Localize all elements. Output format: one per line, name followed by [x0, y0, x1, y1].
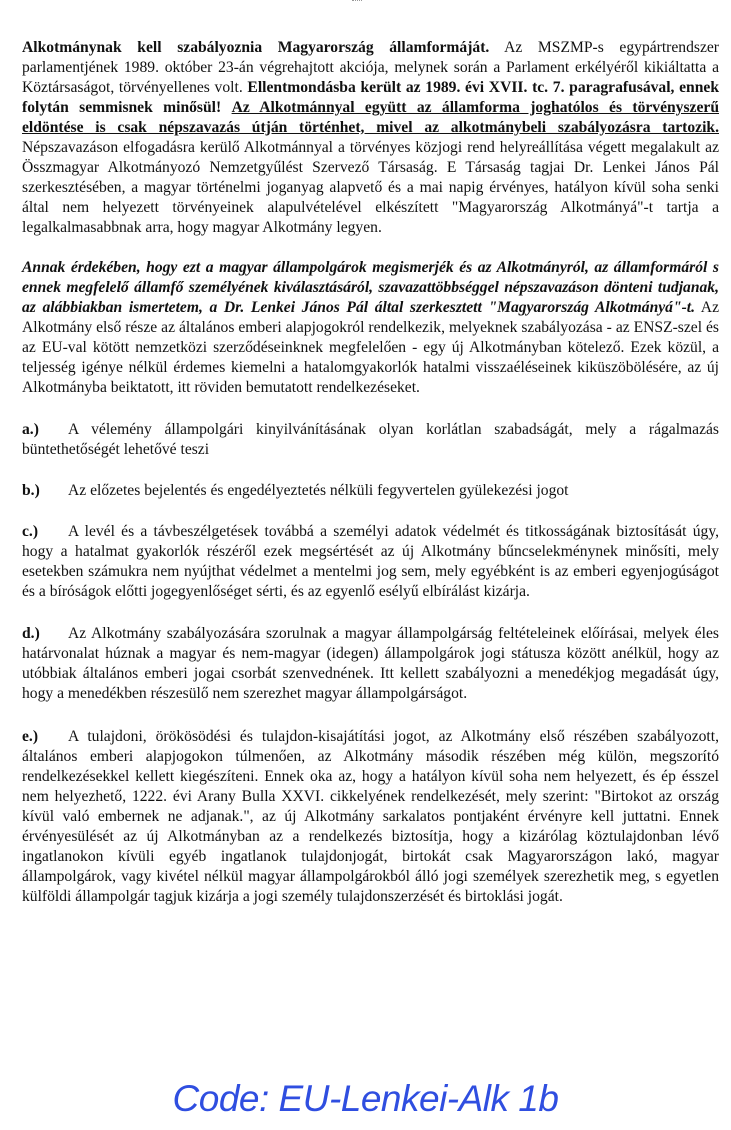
- list-item-letter: b.): [22, 482, 40, 499]
- list-item-text: A levél és a távbeszélgetések továbbá a személyi adatok védelmét és titkosságának biztosítását úgy, hogy a hatalmat gyakorlók részéről ezek megsértését az új Alkotmány bűncselekménynek minősíti, mely esetekben számukra nem nyújthat védelmet a mentelmi jog sem, mely egyébként is az emberi egyenjogúságot és a bíróságok előtti jogegyenlőséget sérti, és az egyenlő esélyű elbírálást kizárja.: [22, 523, 719, 600]
- paragraph-1-text-b: [221, 99, 231, 116]
- document-code-label: Code: EU-Lenkei-Alk 1b: [172, 1078, 559, 1119]
- list-item-letter: d.): [22, 625, 40, 642]
- paragraph-1-bold-lead: Alkotmánynak kell szabályoznia Magyarország államformáját.: [22, 39, 490, 56]
- list-item-b: [22, 481, 719, 501]
- paragraph-2-text: Az Alkotmány első része az általános emberi alapjogokról rendelkezik, melyeknek szabályozása - az ENSZ-szel és az EU-val kötött nemzetközi szerződéseinknek megfelelően - egy új Alkotmányban kötelező. Ezek közül, a teljesség igénye nélkül érdemes kiemelni a hatalomgyakorlók hatalmi visszaéléseinek kiküszöbölésére, az új Alkotmányba beiktatott, itt röviden bemutatott rendelkezéseket.: [22, 299, 719, 396]
- paragraph-1-text-a: Az MSZMP-s egypártrendszer parlamentjének 1989. október 23-án végrehajtott akciója, melynek során a Parlament erkélyéről kikiáltatta a Köztársaságot, törvényellenes volt.: [22, 39, 719, 96]
- document-body: [22, 38, 719, 928]
- paragraph-1-underlined: Az Alkotmánnyal együtt az államforma joghatólos és törvényszerű eldöntése is csak népszavazás útján történhet, mivel az alkotmánybeli szabályozásra tartozik.: [22, 99, 719, 136]
- list-item-text: Az előzetes bejelentés és engedélyeztetés nélküli fegyvertelen gyülekezési jogot: [68, 482, 569, 499]
- paragraph-1: [22, 38, 719, 238]
- paragraph-2: [22, 258, 719, 398]
- list-item-text: A vélemény állampolgári kinyilvánításának olyan korlátlan szabadságát, mely a rágalmazás büntethetőségét lehetővé teszi: [22, 421, 719, 458]
- list-item-a: [22, 420, 719, 460]
- list-item-letter: e.): [22, 728, 39, 745]
- list-item-c: [22, 522, 719, 602]
- list-item-e: [22, 727, 719, 907]
- paragraph-1-bold-mid: Ellentmondásba került az 1989. évi XVII. tc. 7. paragrafusával, ennek folytán semmisnek minősül!: [22, 79, 719, 116]
- list-item-d: [22, 624, 719, 704]
- paragraph-2-bold-italic-lead: Annak érdekében, hogy ezt a magyar állampolgárok megismerjék és az Alkotmányról, az államformáról s ennek megfelelő államfő személyének kiválasztásáról, szavazattöbbséggel népszavazáson dönteni tudjanak, az alábbiakban ismertetem, a Dr. Lenkei János Pál által szerkesztett "Magyarország Alkotmányá"-t.: [22, 259, 719, 316]
- list-item-text: A tulajdoni, örökösödési és tulajdon-kisajátítási jogot, az Alkotmány első részében szabályozott, általános emberi alapjogokon túlmenően, az Alkotmány második részében még külön, megszorító rendelkezésekkel kellett kiegészíteni. Ennek oka az, hogy a hatályon kívül soha nem helyezett, és ép ésszel nem helyezhető, 1222. évi Arany Bulla XXVI. cikkelyének rendelkezését, mely szerint: "Birtokot az ország kívül való embernek ne adjanak.", az új Alkotmány sarkalatos pontjaként érvényre kell juttatni. Ennek érvényesülését az új Alkotmányban az a rendelkezés biztosítja, hogy a kizárólag köztulajdonban lévő ingatlanokon kívüli egyéb ingatlanok tulajdonjogát, birtokát csak Magyarországon lakó, magyar állampolgárok, vagy kivétel nélkül magyar állampolgárokból álló jogi személyek szerezhetik meg, s egyetlen külföldi állampolgár tagjuk kizárja a jogi személy tulajdonszerzését és birtoklási jogát.: [22, 728, 719, 905]
- scan-mark: [352, 0, 362, 4]
- paragraph-1-text-c: Népszavazáson elfogadásra kerülő Alkotmánnyal a törvényes közjogi rend helyreállítása végett megalakult az Összmagyar Alkotmányozó Nemzetgyűlést Szervező Társaság. E Társaság tagjai Dr. Lenkei János Pál szerkesztésében, a magyar történelmi joganyag alapvető és a mai napig érvényes, hatályon kívül soha senki által nem helyezett törvényeinek alapulvételével elkészített "Magyarország Alkotmányá"-t tartja a legalkalmasabbnak arra, hogy magyar Alkotmány legyen.: [22, 139, 719, 236]
- list-item-letter: a.): [22, 421, 39, 438]
- list-item-text: Az Alkotmány szabályozására szorulnak a magyar állampolgárság feltételeinek előírásai, melyek éles határvonalat húznak a magyar és nem-magyar (idegen) állampolgárok jogi státusza között anélkül, hogy az utóbbiak általános emberi jogai csorbát szenvednének. Itt kellett szabályozni a menedékjog megadását úgy, hogy a menedékben részesülő nem szerezhet magyar állampolgárságot.: [22, 625, 719, 702]
- list-item-letter: c.): [22, 523, 39, 540]
